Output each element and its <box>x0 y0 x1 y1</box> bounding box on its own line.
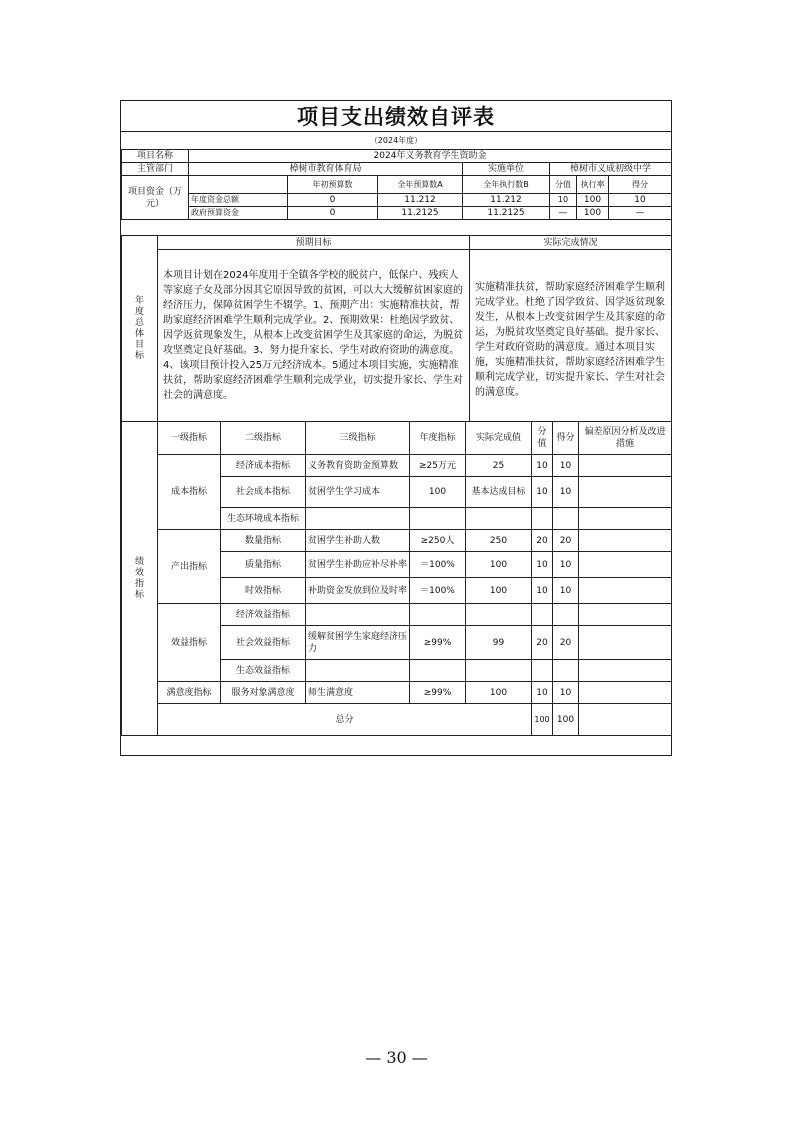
funds-cell: 0 <box>288 194 378 207</box>
l3: 义务教育资助金预算数 <box>306 455 410 477</box>
funds-cell: 11.212 <box>378 194 463 207</box>
actual-result-header: 实际完成情况 <box>470 236 672 250</box>
note <box>579 682 672 704</box>
total-weight: 100 <box>532 704 553 736</box>
indicator-header: 年度指标 <box>410 422 466 455</box>
actual-result-text: 实施精准扶贫，帮助家庭经济困难学生顺利完成学业。杜绝了因学致贫、因学返贫现象发生，从根本上改变贫困学生及其家庭的命运，为脱贫攻坚奠定良好基础。提升家长、学生对政府资助的满意度。通过本项目实施，实施精准扶贫，帮助家庭经济困难学生顺利完成学业，切实提升家长、学生对社会的满意度。 <box>470 250 672 422</box>
actual: 25 <box>466 455 532 477</box>
l2: 经济成本指标 <box>221 455 306 477</box>
score <box>553 604 579 626</box>
indicators-table <box>121 421 672 736</box>
l3: 补助资金发放到位及时率 <box>306 578 410 604</box>
indicator-header: 得分 <box>553 422 579 455</box>
group-output: 产出指标 <box>158 530 221 604</box>
indicator-header: 分值 <box>532 422 553 455</box>
l2: 生态效益指标 <box>221 660 306 682</box>
funds-header: 得分 <box>609 176 672 194</box>
note <box>579 530 672 552</box>
weight <box>532 660 553 682</box>
score: 20 <box>553 530 579 552</box>
form-year: （2024年度） <box>121 131 671 150</box>
total-score: 100 <box>553 704 579 736</box>
l2: 生态环境成本指标 <box>221 508 306 530</box>
note <box>579 578 672 604</box>
target: ≥25万元 <box>410 455 466 477</box>
project-info-table <box>121 149 672 220</box>
indicators-label: 绩效指标 <box>122 422 158 736</box>
target: ≥250人 <box>410 530 466 552</box>
expected-goal-header: 预期目标 <box>158 236 470 250</box>
impl-unit-label: 实施单位 <box>463 163 550 176</box>
l2: 社会效益指标 <box>221 626 306 660</box>
actual: 100 <box>466 682 532 704</box>
target <box>410 660 466 682</box>
target: 100 <box>410 477 466 508</box>
weight: 10 <box>532 455 553 477</box>
weight <box>532 604 553 626</box>
l3: 师生满意度 <box>306 682 410 704</box>
funds-cell: 10 <box>550 194 577 207</box>
funds-row-label: 年度资金总额 <box>189 194 288 207</box>
l3: 贫困学生补助人数 <box>306 530 410 552</box>
funds-header: 年初预算数 <box>288 176 378 194</box>
l3 <box>306 660 410 682</box>
actual: 99 <box>466 626 532 660</box>
funds-cell: 10 <box>609 194 672 207</box>
score: 10 <box>553 552 579 578</box>
l3 <box>306 508 410 530</box>
project-name-label: 项目名称 <box>122 150 189 163</box>
target: ＝100% <box>410 552 466 578</box>
funds-row-label: 政府预算资金 <box>189 207 288 220</box>
actual <box>466 604 532 626</box>
funds-corner <box>189 176 288 194</box>
funds-cell: 11.212 <box>463 194 550 207</box>
score: 20 <box>553 626 579 660</box>
l2: 服务对象满意度 <box>221 682 306 704</box>
score: 10 <box>553 455 579 477</box>
note <box>579 508 672 530</box>
project-name: 2024年义务教育学生资助金 <box>189 150 672 163</box>
target <box>410 604 466 626</box>
actual: 100 <box>466 578 532 604</box>
note <box>579 626 672 660</box>
funds-cell: 11.2125 <box>378 207 463 220</box>
group-benefit: 效益指标 <box>158 604 221 682</box>
actual: 100 <box>466 552 532 578</box>
l2: 数量指标 <box>221 530 306 552</box>
actual: 250 <box>466 530 532 552</box>
actual <box>466 660 532 682</box>
indicator-header: 一级指标 <box>158 422 221 455</box>
dept-label: 主管部门 <box>122 163 189 176</box>
note <box>579 604 672 626</box>
note <box>579 552 672 578</box>
goal-label: 年度总体目标 <box>122 236 158 422</box>
l2: 社会成本指标 <box>221 477 306 508</box>
group-satisfaction: 满意度指标 <box>158 682 221 704</box>
note <box>579 477 672 508</box>
funds-cell: — <box>609 207 672 220</box>
funds-cell: — <box>550 207 577 220</box>
target: ≥99% <box>410 682 466 704</box>
l2: 经济效益指标 <box>221 604 306 626</box>
l2: 质量指标 <box>221 552 306 578</box>
target: ≥99% <box>410 626 466 660</box>
note <box>579 455 672 477</box>
target <box>410 508 466 530</box>
funds-label: 项目资金（万元） <box>122 176 189 220</box>
weight: 10 <box>532 477 553 508</box>
funds-cell: 100 <box>577 207 609 220</box>
annual-goal-table <box>121 235 672 422</box>
weight <box>532 508 553 530</box>
funds-cell: 11.2125 <box>463 207 550 220</box>
weight: 10 <box>532 682 553 704</box>
l2: 时效指标 <box>221 578 306 604</box>
l3: 缓解贫困学生家庭经济压力 <box>306 626 410 660</box>
score <box>553 508 579 530</box>
group-cost: 成本指标 <box>158 455 221 530</box>
score: 10 <box>553 682 579 704</box>
weight: 20 <box>532 530 553 552</box>
indicator-header: 实际完成值 <box>466 422 532 455</box>
total-note <box>579 704 672 736</box>
impl-unit: 樟树市义成初级中学 <box>550 163 672 176</box>
l3 <box>306 604 410 626</box>
weight: 20 <box>532 626 553 660</box>
indicator-header: 二级指标 <box>221 422 306 455</box>
actual: 基本达成目标 <box>466 477 532 508</box>
weight: 10 <box>532 578 553 604</box>
score: 10 <box>553 477 579 508</box>
l3: 贫困学生学习成本 <box>306 477 410 508</box>
dept-name: 樟树市教育体育局 <box>189 163 463 176</box>
total-label: 总分 <box>158 704 532 736</box>
note <box>579 660 672 682</box>
expected-goal-text: 本项目计划在2024年度用于全镇各学校的脱贫户，低保户、残疾人等家庭子女及部分因其它原因导致的贫困，可以大大缓解贫困家庭的经济压力，保障贫困学生不辍学。1、预期产出：实施精准扶贫，帮助家庭经济困难学生顺利完成学业。2、预期效果：杜绝因学致贫、因学返贫现象发生，从根本上改变贫困学生及其家庭的命运，为脱贫攻坚奠定良好基础。3、努力提升家长、学生对政府资助的满意度。4、该项目预计投入25万元经济成本。5通过本项目实施，实施精准扶贫，帮助家庭经济困难学生顺利完成学业，切实提升家长、学生对社会的满意度。 <box>158 250 470 422</box>
performance-evaluation-form <box>120 100 672 756</box>
funds-header: 全年预算数A <box>378 176 463 194</box>
indicator-header: 三级指标 <box>306 422 410 455</box>
funds-header: 执行率 <box>577 176 609 194</box>
form-title: 项目支出绩效自评表 <box>121 101 671 132</box>
score <box>553 660 579 682</box>
weight: 10 <box>532 552 553 578</box>
funds-header: 分值 <box>550 176 577 194</box>
l3: 贫困学生补助应补尽补率 <box>306 552 410 578</box>
indicator-header: 偏差原因分析及改进措施 <box>579 422 672 455</box>
funds-cell: 0 <box>288 207 378 220</box>
target: ＝100% <box>410 578 466 604</box>
actual <box>466 508 532 530</box>
funds-cell: 100 <box>577 194 609 207</box>
score: 10 <box>553 578 579 604</box>
funds-header: 全年执行数B <box>463 176 550 194</box>
page-number: — 30 — <box>365 1048 428 1067</box>
